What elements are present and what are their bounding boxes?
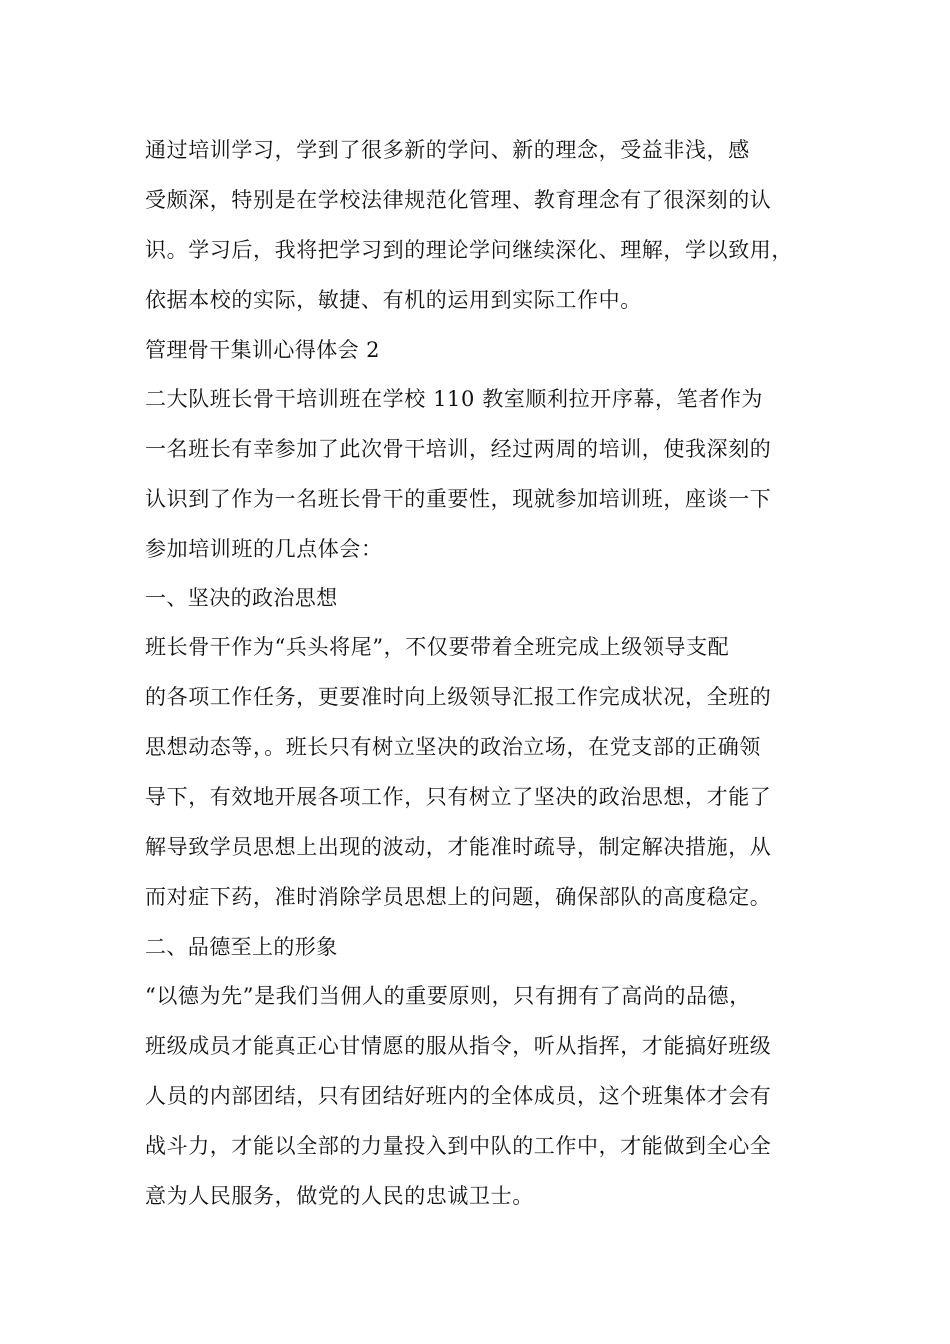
heading-2: 管理骨干集训心得体会 2 (145, 338, 380, 362)
paragraph-4-line-1: “以德为先”是我们当佣人的重要原则，只有拥有了高尚的品德， (145, 984, 751, 1008)
section-2-title: 二、品德至上的形象 (145, 935, 338, 959)
paragraph-4-line-5: 意为人民服务，做党的人民的忠诚卫士。 (145, 1184, 534, 1208)
paragraph-3-line-1: 班长骨干作为“兵头将尾”，不仅要带着全班完成上级领导支配 (145, 635, 730, 659)
paragraph-1-line-4: 依据本校的实际，敏捷、有机的运用到实际工作中。 (145, 288, 642, 312)
paragraph-3-line-2: 的各项工作任务，更要准时向上级领导汇报工作完成状况，全班的 (145, 685, 772, 709)
paragraph-2-line-4: 参加培训班的几点体会： (145, 537, 383, 561)
paragraph-4-line-2: 班级成员才能真正心甘情愿的服从指令，听从指挥，才能搞好班级 (145, 1034, 772, 1058)
paragraph-2-line-1: 二大队班长骨干培训班在学校 110 教室顺利拉开序幕，笔者作为 (145, 387, 764, 411)
paragraph-2-line-2: 一名班长有幸参加了此次骨干培训，经过两周的培训，使我深刻的 (145, 437, 772, 461)
paragraph-3-line-5: 解导致学员思想上出现的波动，才能准时疏导，制定解决措施，从 (145, 835, 772, 859)
paragraph-3-line-6: 而对症下药，准时消除学员思想上的问题，确保部队的高度稳定。 (145, 885, 772, 909)
paragraph-3-line-3: 思想动态等，。班长只有树立坚决的政治立场，在党支部的正确领 (145, 735, 761, 759)
paragraph-1-line-3: 识。学习后，我将把学习到的理论学问继续深化、理解，学以致用， (145, 238, 793, 262)
paragraph-4-line-4: 战斗力，才能以全部的力量投入到中队的工作中，才能做到全心全 (145, 1134, 772, 1158)
paragraph-3-line-4: 导下，有效地开展各项工作，只有树立了坚决的政治思想，才能了 (145, 785, 772, 809)
paragraph-2-line-3: 认识到了作为一名班长骨干的重要性，现就参加培训班，座谈一下 (145, 487, 772, 511)
paragraph-4-line-3: 人员的内部团结，只有团结好班内的全体成员，这个班集体才会有 (145, 1084, 772, 1108)
paragraph-1-line-1: 通过培训学习，学到了很多新的学问、新的理念，受益非浅，感 (145, 138, 750, 162)
section-1-title: 一、坚决的政治思想 (145, 586, 338, 610)
paragraph-1-line-2: 受颇深，特别是在学校法律规范化管理、教育理念有了很深刻的认 (145, 188, 772, 212)
